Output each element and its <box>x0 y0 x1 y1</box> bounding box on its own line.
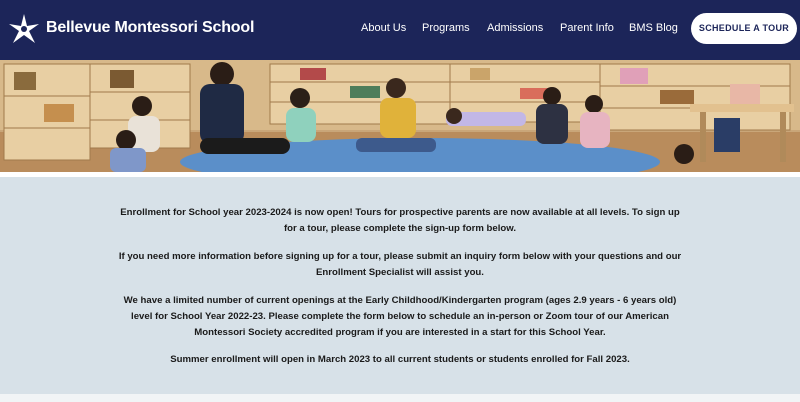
brand-name[interactable]: Bellevue Montessori School <box>46 19 255 36</box>
nav-admissions[interactable]: Admissions <box>487 22 544 34</box>
notice-line: for a tour, please complete the sign-up form below. <box>283 223 517 234</box>
notice-paragraph-2 <box>95 249 705 281</box>
notice-paragraph-1 <box>95 205 705 237</box>
star-flower-icon[interactable] <box>6 12 42 48</box>
enrollment-notice <box>0 177 800 394</box>
notice-line: Montessori Society accredited program if you are interested in a start for this School Year. <box>194 327 606 338</box>
site-header <box>0 0 800 60</box>
notice-line: Enrollment for School year 2023-2024 is now open! Tours for prospective parents are now available at all levels. To sign up <box>120 207 680 218</box>
hero-image <box>0 60 800 172</box>
notice-line: If you need more information before signing up for a tour, please submit an inquiry form below with your questions and our <box>118 251 682 262</box>
page-footer-edge <box>0 394 800 402</box>
nav-parent-info[interactable]: Parent Info <box>560 22 614 34</box>
notice-paragraph-4 <box>95 352 705 368</box>
nav-programs[interactable]: Programs <box>422 22 470 34</box>
notice-line: Enrollment Specialist will assist you. <box>316 267 484 278</box>
nav-bms-blog[interactable]: BMS Blog <box>629 22 678 34</box>
notice-line: We have a limited number of current openings at the Early Childhood/Kindergarten program (ages 2.9 years - 6 years old) <box>123 295 677 306</box>
schedule-tour-button[interactable]: SCHEDULE A TOUR <box>691 13 797 44</box>
notice-paragraph-3 <box>95 293 705 341</box>
notice-line: level for School Year 2022-23. Please complete the form below to schedule an in-person or Zoom tour of our American <box>131 311 669 322</box>
nav-about-us[interactable]: About Us <box>361 22 407 34</box>
classroom-photo <box>0 60 800 172</box>
notice-line: Summer enrollment will open in March 2023 to all current students or students enrolled for Fall 2023. <box>170 354 630 365</box>
